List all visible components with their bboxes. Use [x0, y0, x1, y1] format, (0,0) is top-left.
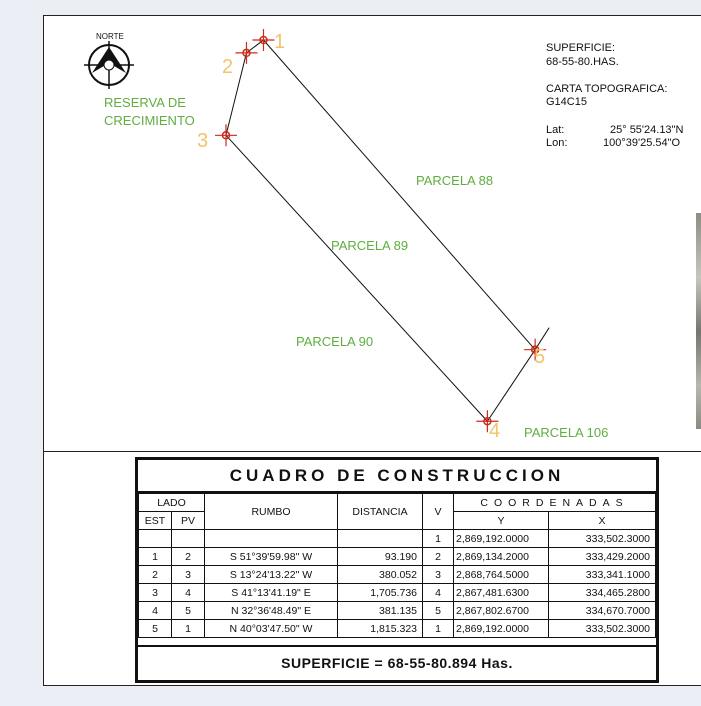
cell-est: 3 — [139, 584, 172, 602]
vertex-label-2: 2 — [222, 56, 234, 78]
parcela-89-label: PARCELA 89 — [331, 238, 409, 253]
cell-distancia: 380.052 — [338, 566, 423, 584]
cell-distancia: 1,705.736 — [338, 584, 423, 602]
table-row — [139, 602, 656, 620]
header-lado: LADO — [139, 494, 205, 512]
cell-v: 4 — [423, 584, 454, 602]
cell-rumbo: S 13°24'13.22" W — [205, 566, 338, 584]
superficie-value: 68-55-80.HAS. — [546, 56, 619, 68]
header-y: Y — [454, 512, 549, 530]
cell-est: 5 — [139, 620, 172, 638]
superficie-label: SUPERFICIE: — [546, 42, 616, 54]
cell-y: 2,867,802.6700 — [454, 602, 549, 620]
cell-pv: 5 — [172, 602, 205, 620]
cell-x: 333,341.1000 — [549, 566, 656, 584]
cell-est: 1 — [139, 548, 172, 566]
cell-x: 333,502.3000 — [549, 620, 656, 638]
header-rumbo: RUMBO — [205, 494, 338, 530]
vertex-label-4: 4 — [489, 420, 501, 442]
parcela-106-label: PARCELA 106 — [524, 425, 609, 440]
cell-rumbo: S 51°39'59.98" W — [205, 548, 338, 566]
north-label: NORTE — [96, 32, 124, 41]
cell-y: 2,869,134.2000 — [454, 548, 549, 566]
table-title: CUADRO DE CONSTRUCCION — [138, 460, 656, 493]
cell-distancia: 381.135 — [338, 602, 423, 620]
cell-v: 5 — [423, 602, 454, 620]
cell-v: 2 — [423, 548, 454, 566]
cell-x: 333,502.3000 — [549, 530, 656, 548]
header-v: V — [423, 494, 454, 530]
reserva-label-line2: CRECIMIENTO — [104, 113, 195, 128]
cell-y: 2,869,192.0000 — [454, 530, 549, 548]
cell-est: 2 — [139, 566, 172, 584]
lat-label: Lat: — [546, 124, 565, 136]
boundary-line — [263, 40, 535, 350]
cell-distancia: 1,815.323 — [338, 620, 423, 638]
cell-y: 2,867,481.6300 — [454, 584, 549, 602]
cell-rumbo: S 41°13'41.19" E — [205, 584, 338, 602]
aerial-photo-edge — [696, 213, 701, 429]
cell-v: 1 — [423, 530, 454, 548]
lon-value: 100°39'25.54"O — [603, 137, 681, 149]
vertex-label-5: 5 — [534, 346, 546, 368]
cell-pv: 4 — [172, 584, 205, 602]
cell-pv: 1 — [172, 620, 205, 638]
parcel-polygon — [44, 16, 701, 451]
cell-pv: 3 — [172, 566, 205, 584]
cell-y: 2,868,764.5000 — [454, 566, 549, 584]
cell-pv: 2 — [172, 548, 205, 566]
vertex-label-3: 3 — [197, 130, 209, 152]
table-row — [139, 548, 656, 566]
cell-v: 1 — [423, 620, 454, 638]
vertex-marker-1 — [252, 29, 274, 51]
cell-distancia: 93.190 — [338, 548, 423, 566]
parcela-90-label: PARCELA 90 — [296, 334, 374, 349]
lon-label: Lon: — [546, 137, 568, 149]
cell-rumbo: N 32°36'48.49" E — [205, 602, 338, 620]
header-distancia: DISTANCIA — [338, 494, 423, 530]
header-pv: PV — [172, 512, 205, 530]
parcela-88-label: PARCELA 88 — [416, 173, 494, 188]
cell-x: 333,429.2000 — [549, 548, 656, 566]
lat-value: 25° 55'24.13"N — [610, 124, 684, 136]
header-coordenadas: COORDENADAS — [454, 494, 656, 512]
table-row — [139, 620, 656, 638]
reserva-label-line1: RESERVA DE — [104, 95, 186, 110]
vertex-marker-2 — [235, 42, 257, 64]
carta-label: CARTA TOPOGRAFICA: — [546, 83, 668, 95]
cell-rumbo: N 40°03'47.50" W — [205, 620, 338, 638]
construction-grid — [138, 493, 656, 638]
header-est: EST — [139, 512, 172, 530]
table-row — [139, 530, 656, 548]
section-divider — [44, 451, 701, 452]
table-row — [139, 566, 656, 584]
carta-value: G14C15 — [546, 96, 587, 108]
cell-x: 334,670.7000 — [549, 602, 656, 620]
header-x: X — [549, 512, 656, 530]
boundary-line — [487, 350, 535, 422]
construction-table — [135, 457, 659, 683]
cell-est: 4 — [139, 602, 172, 620]
table-row — [139, 584, 656, 602]
cell-y: 2,869,192.0000 — [454, 620, 549, 638]
cell-v: 3 — [423, 566, 454, 584]
map-area — [44, 16, 701, 451]
plan-sheet — [43, 15, 701, 686]
superficie-total: SUPERFICIE = 68-55-80.894 Has. — [138, 645, 656, 680]
cell-x: 334,465.2800 — [549, 584, 656, 602]
vertex-label-1: 1 — [274, 31, 286, 53]
